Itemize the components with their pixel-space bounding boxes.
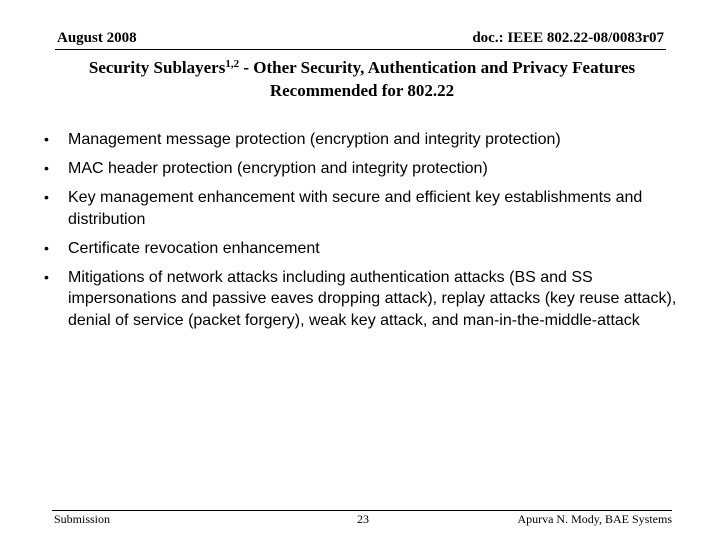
bullet-text: MAC header protection (encryption and integrity protection) [68, 160, 488, 177]
bullet-item [44, 238, 684, 260]
title-line-2: Recommended for 802.22 [269, 81, 455, 100]
title-superscript: 1,2 [225, 58, 240, 70]
slide-header [55, 30, 666, 50]
bullet-item [44, 187, 684, 230]
bullet-icon: • [44, 160, 49, 176]
bullet-icon: • [44, 189, 49, 205]
footer-submission: Submission [54, 512, 111, 526]
footer-page-number: 23 [357, 512, 369, 526]
bullet-text: Management message protection (encryption and integrity protection) [68, 131, 561, 148]
header-date: August 2008 [57, 30, 137, 46]
bullet-item [44, 129, 684, 151]
title-part-2: - Other Security, Authentication and Privacy Features [239, 58, 636, 77]
bullet-item [44, 158, 684, 180]
footer-author: Apurva N. Mody, BAE Systems [517, 512, 672, 526]
slide-title [20, 56, 704, 102]
slide-footer [52, 510, 672, 527]
bullet-icon: • [44, 239, 49, 256]
bullet-text: Mitigations of network attacks including authentication attacks (BS and SS impersonations and passive eaves dropping attack), replay attacks (key reuse attack), denial of service (packet forgery), weak key attack, and man-in-the-middle-attack [68, 268, 677, 329]
bullet-list [44, 129, 684, 339]
bullet-text: Certificate revocation enhancement [68, 239, 320, 257]
bullet-text: Key management enhancement with secure and efficient key establishments and distribution [68, 189, 643, 228]
bullet-icon: • [44, 131, 49, 147]
title-line-1 [20, 56, 704, 79]
bullet-icon: • [44, 268, 49, 285]
title-part-1: Security Sublayers [88, 58, 226, 77]
bullet-item [44, 267, 684, 332]
header-doc-id: doc.: IEEE 802.22-08/0083r07 [472, 30, 664, 46]
